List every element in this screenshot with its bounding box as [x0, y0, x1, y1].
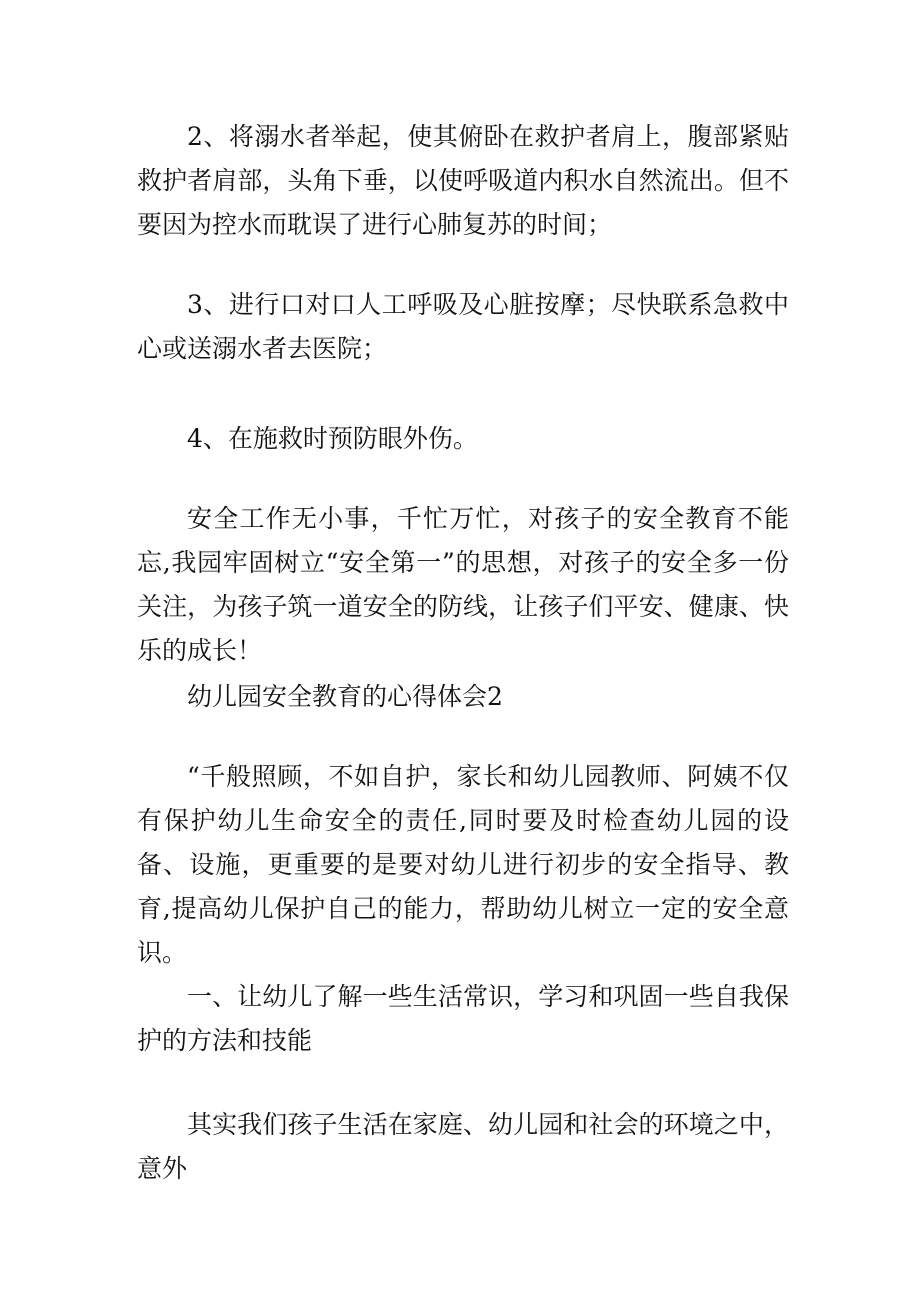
subheading-life-knowledge: 一、让幼儿了解一些生活常识，学习和巩固一些自我保护的方法和技能 — [137, 982, 789, 1055]
paragraph-drowning-step-3: 3、进行口对口人工呼吸及心脏按摩；尽快联系急救中心或送溺水者去医院； — [137, 290, 789, 363]
paragraph-environment: 其实我们孩子生活在家庭、幼儿园和社会的环境之中，意外 — [137, 1110, 789, 1183]
paragraph-drowning-step-2: 2、将溺水者举起，使其俯卧在救护者肩上，腹部紧贴救护者肩部，头角下垂，以使呼吸道内积水自然流出。但不要因为控水而耽误了进行心肺复苏的时间； — [137, 122, 789, 239]
section-heading: 幼儿园安全教育的心得体会2 — [187, 682, 503, 711]
paragraph-drowning-step-4: 4、在施救时预防眼外伤。 — [187, 424, 478, 453]
paragraph-self-protection: “千般照顾，不如自护，家长和幼儿园教师、阿姨不仅有保护幼儿生命安全的责任,同时要及时检查幼儿园的设备、设施，更重要的是要对幼儿进行初步的安全指导、教育,提高幼儿保护自己的能力，帮助幼儿树立一定的安全意识。 — [137, 762, 789, 967]
paragraph-safety-summary: 安全工作无小事，千忙万忙，对孩子的安全教育不能忘,我园牢固树立“安全第一”的思想，对孩子的安全多一份关注，为孩子筑一道安全的防线，让孩子们平安、健康、快乐的成长！ — [137, 504, 789, 665]
